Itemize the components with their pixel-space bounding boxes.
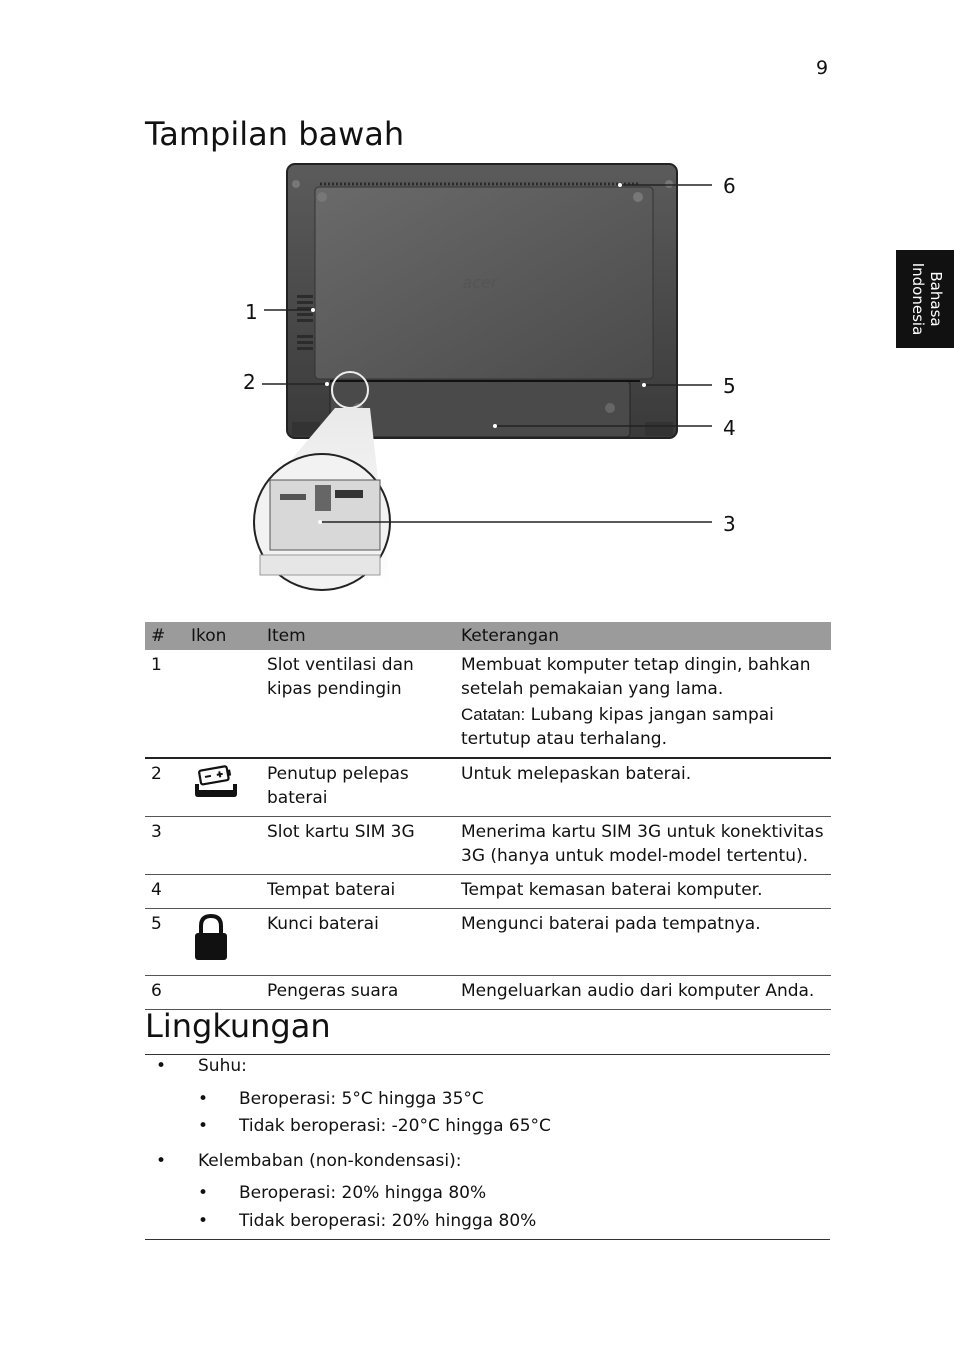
row-item: Slot ventilasi dan kipas pendingin (261, 650, 455, 758)
header-num: # (145, 622, 185, 650)
row-icon (185, 976, 261, 1010)
callout-6: 6 (723, 174, 736, 198)
env-item-label: Kelembaban (non-kondensasi): (198, 1151, 462, 1171)
battery-release-icon (191, 762, 241, 800)
table-row (145, 976, 831, 1010)
header-description: Keterangan (455, 622, 831, 650)
row-description-text: Membuat komputer tetap dingin, bahkan setelah pemakaian yang lama. (461, 655, 811, 699)
callout-2: 2 (243, 370, 256, 394)
row-num: 3 (145, 817, 185, 875)
acer-logo: acer (462, 273, 498, 292)
language-tab-line2: Indonesia (909, 262, 927, 336)
row-num: 6 (145, 976, 185, 1010)
row-description (455, 650, 831, 758)
env-sub-item: Beroperasi: 20% hingga 80% (239, 1183, 487, 1203)
header-icon: Ikon (185, 622, 261, 650)
table-row (145, 758, 831, 817)
callout-5: 5 (723, 374, 736, 398)
env-sub-item: Beroperasi: 5°C hingga 35°C (239, 1089, 484, 1109)
row-num: 1 (145, 650, 185, 758)
row-item: Pengeras suara (261, 976, 455, 1010)
row-num: 2 (145, 758, 185, 817)
language-tab (896, 250, 954, 348)
row-icon (185, 909, 261, 976)
row-item: Slot kartu SIM 3G (261, 817, 455, 875)
row-num: 4 (145, 875, 185, 909)
env-sub-item: Tidak beroperasi: -20°C hingga 65°C (239, 1116, 551, 1136)
row-description: Mengeluarkan audio dari komputer Anda. (455, 976, 831, 1010)
callout-3: 3 (723, 512, 736, 536)
bullet: • (156, 1151, 167, 1171)
env-item-label: Suhu: (198, 1056, 247, 1076)
note-text: Lubang kipas jangan sampai tertutup atau terhalang. (461, 705, 774, 749)
bullet: • (198, 1116, 209, 1136)
row-icon (185, 817, 261, 875)
table-row (145, 875, 831, 909)
section-title-environment: Lingkungan (145, 1007, 331, 1045)
row-icon (185, 650, 261, 758)
bullet: • (198, 1211, 209, 1231)
row-description: Mengunci baterai pada tempatnya. (455, 909, 831, 976)
env-sub-item: Tidak beroperasi: 20% hingga 80% (239, 1211, 537, 1231)
row-description: Menerima kartu SIM 3G untuk konektivitas 3G (hanya untuk model-model tertentu). (455, 817, 831, 875)
bottom-view-table (145, 622, 831, 1010)
laptop-bottom-illustration (240, 160, 760, 600)
row-description: Untuk melepaskan baterai. (455, 758, 831, 817)
row-icon (185, 875, 261, 909)
note-label: Catatan: (461, 705, 526, 724)
bullet: • (198, 1089, 209, 1109)
row-description: Tempat kemasan baterai komputer. (455, 875, 831, 909)
row-note (461, 703, 825, 751)
section-title-bottom-view: Tampilan bawah (145, 115, 405, 153)
table-row (145, 817, 831, 875)
row-item: Kunci baterai (261, 909, 455, 976)
table-header-row (145, 622, 831, 650)
header-item: Item (261, 622, 455, 650)
divider-bottom (145, 1239, 830, 1240)
laptop-bottom-drawing (240, 160, 760, 600)
divider-top (145, 1054, 830, 1055)
bullet: • (198, 1183, 209, 1203)
language-tab-line1: Bahasa (927, 271, 945, 327)
bullet: • (156, 1056, 167, 1076)
row-num: 5 (145, 909, 185, 976)
row-icon (185, 758, 261, 817)
row-item: Penutup pelepas baterai (261, 758, 455, 817)
callout-4: 4 (723, 416, 736, 440)
table-row (145, 909, 831, 976)
page-number: 9 (816, 57, 829, 79)
row-item: Tempat baterai (261, 875, 455, 909)
table-row (145, 650, 831, 758)
callout-1: 1 (245, 300, 258, 324)
padlock-icon (191, 912, 231, 962)
